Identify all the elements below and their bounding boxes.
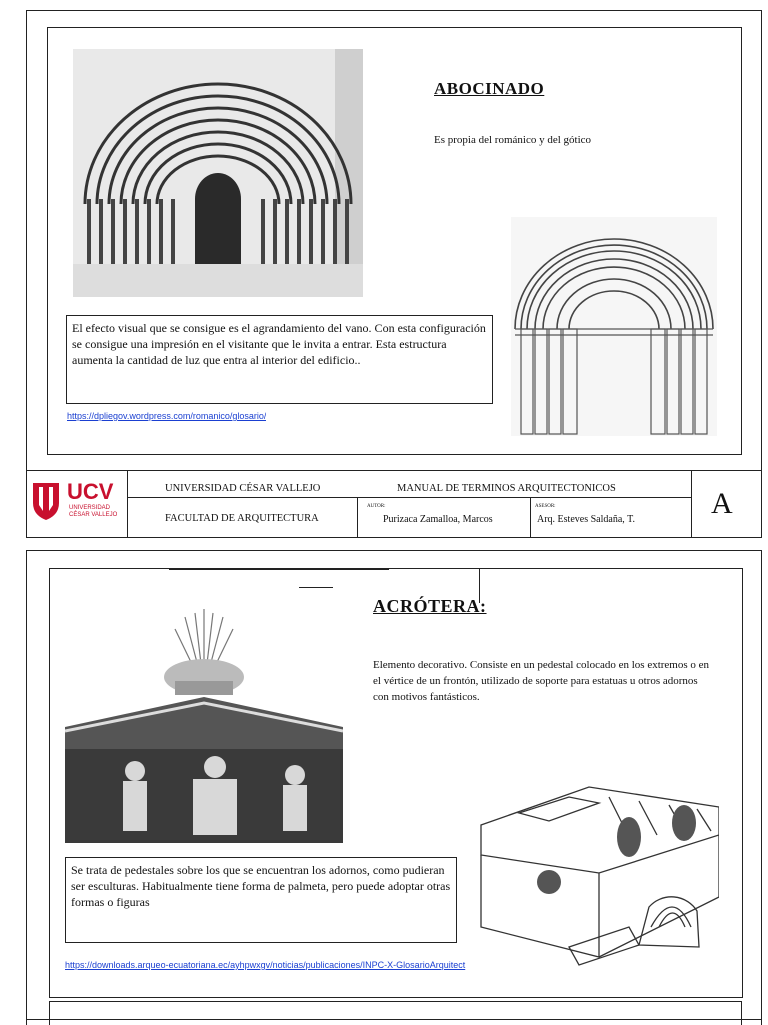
page-1	[26, 10, 762, 538]
university-name: UNIVERSIDAD CÉSAR VALLEJO	[165, 483, 321, 494]
faculty-name: FACULTAD DE ARQUITECTURA	[165, 513, 319, 524]
page-2	[26, 550, 762, 1025]
abocinado-photo	[73, 49, 363, 297]
ucv-logo	[31, 479, 125, 525]
subtitle: Es propia del románico y del gótico	[434, 134, 592, 146]
source-link[interactable]: https://dpliegov.wordpress.com/romanico/glosario/	[67, 411, 267, 421]
source-link[interactable]: https://downloads.arqueo-ecuatoriana.ec/ayhpwxgv/noticias/publicaciones/INPC-X-GlosarioArquitect	[65, 960, 466, 970]
manual-title: MANUAL DE TERMINOS ARQUITECTONICOS	[397, 483, 616, 494]
description: Elemento decorativo. Consiste en un pedestal colocado en los extremos o en el vértice de un frontón, utilizado de soporte para estatuas u otros adornos con motivos fantásticos.	[373, 659, 710, 703]
acroterion-drawing	[479, 777, 719, 969]
logo-subtext-2: CÉSAR VALLEJO	[69, 512, 118, 518]
asesor-name: Arq. Esteves Saldaña, T.	[537, 514, 635, 525]
description-box: Se trata de pedestales sobre los que se encuentran los adornos, como pudieran ser esculturas. Habitualmente tiene forma de palmeta, pero puede adoptar otras formas o figuras	[65, 857, 457, 943]
arch-drawing	[511, 217, 717, 436]
autor-label: AUTOR:	[367, 504, 386, 509]
logo-text: UCV	[67, 479, 114, 504]
page-title: ACRÓTERA:	[373, 596, 487, 616]
section-letter: A	[711, 487, 733, 520]
autor-name: Purizaca Zamalloa, Marcos	[383, 514, 493, 525]
asesor-label: ASESOR:	[535, 504, 556, 509]
acrotera-photo	[65, 599, 343, 843]
page-title: ABOCINADO	[434, 79, 545, 98]
ucv-shield-icon	[31, 481, 61, 521]
logo-subtext-1: UNIVERSIDAD	[69, 505, 111, 511]
footer-divider	[27, 470, 761, 471]
description-box: El efecto visual que se consigue es el agrandamiento del vano. Con esta configuración se consigue una impresión en el visitante que le invita a entrar. Esta estructura aumenta la cantidad de luz que entra al interior del edificio..	[66, 315, 493, 404]
